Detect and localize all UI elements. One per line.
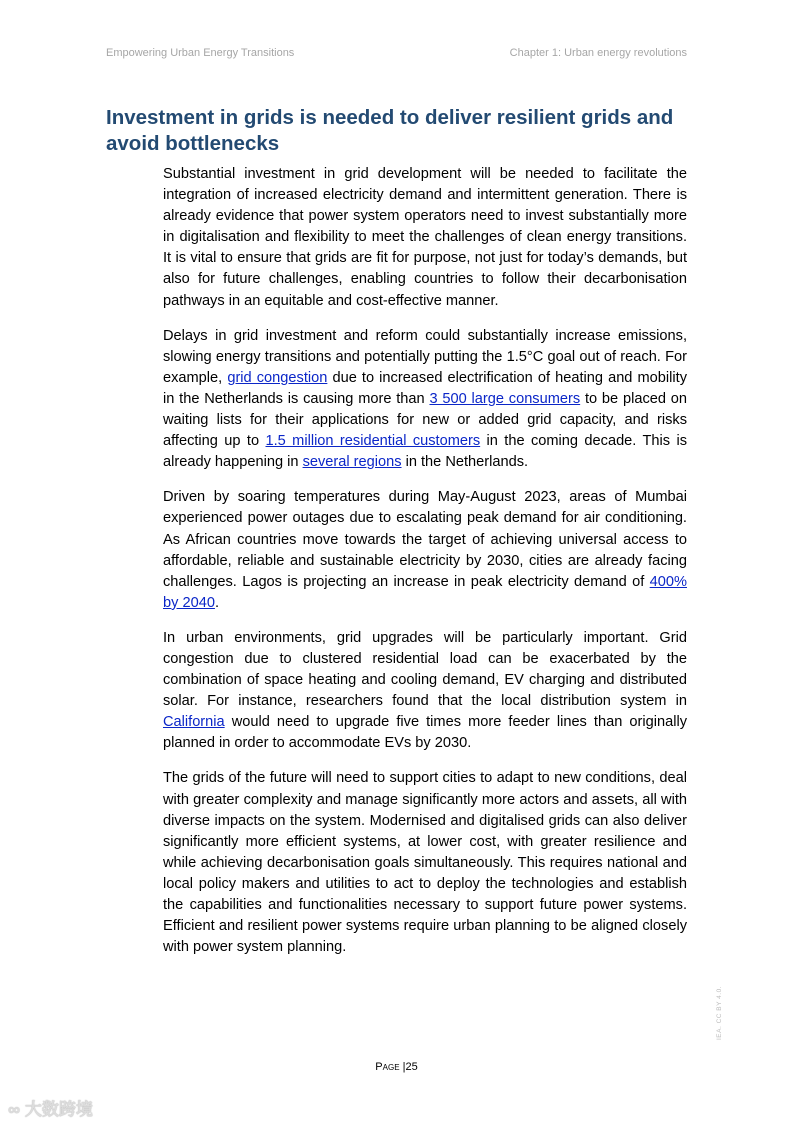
inline-link[interactable]: California xyxy=(163,714,225,731)
paragraph xyxy=(163,768,687,958)
text-run: In urban environments, grid upgrades will be particularly important. Grid congestion due to clustered residential load can be exacerbated by the combination of space heating and cooling demand, EV charging and distributed solar. For instance, researchers found that the local distribution system in xyxy=(163,629,687,710)
inline-link[interactable]: 400% by 2040 xyxy=(163,573,687,611)
text-run: due to increased electrification of heating and mobility in the Netherlands is causing more than xyxy=(163,369,687,407)
text-run: . xyxy=(214,594,219,611)
text-run: in the coming decade. This is already happening in xyxy=(163,433,687,471)
page-separator: | xyxy=(402,1061,406,1073)
text-run: would need to upgrade five times more feeder lines than originally planned in order to accommodate EVs by 2030. xyxy=(163,714,687,752)
watermark-logo: ∞ 大数跨境 xyxy=(8,1100,93,1119)
text-run: in the Netherlands. xyxy=(401,454,529,471)
page-number xyxy=(0,1061,793,1073)
running-header-title: Empowering Urban Energy Transitions xyxy=(106,47,295,59)
paragraph xyxy=(163,326,687,474)
text-run: Driven by soaring temperatures during May-August 2023, areas of Mumbai experienced power outages due to escalating peak demand for air conditioning. As African countries move towards the target of achieving universal access to affordable, reliable and sustainable electricity by 2030, cities are already facing challenges. Lagos is projecting an increase in peak electricity demand of xyxy=(163,489,687,590)
page-number-value: 25 xyxy=(405,1061,418,1073)
text-run: Substantial investment in grid development will be needed to facilitate the integration of increased electricity demand and intermittent generation. There is already evidence that power system operators need to invest substantially more in digitalisation and flexibility to meet the challenges of clean energy transitions. It is vital to ensure that grids are fit for purpose, not just for today’s demands, but also for future challenges, enabling countries to follow their decarbonisation pathways in an equitable and cost-effective manner. xyxy=(163,166,687,309)
inline-link[interactable]: 3 500 large consumers xyxy=(429,390,581,407)
paragraph xyxy=(163,487,687,614)
inline-link[interactable]: several regions xyxy=(302,454,402,471)
inline-link[interactable]: grid congestion xyxy=(227,369,328,386)
running-header-chapter: Chapter 1: Urban energy revolutions xyxy=(509,47,687,59)
text-run: Delays in grid investment and reform could substantially increase emissions, slowing energy transitions and potentially putting the 1.5°C goal out of reach. For example, xyxy=(163,327,687,386)
text-run: The grids of the future will need to support cities to adapt to new conditions, deal with greater complexity and manage significantly more actors and assets, all with diverse impacts on the system. Modernised and digitalised grids can also deliver significantly more efficient systems, at lower cost, with greater resilience and while achieving decarbonisation goals simultaneously. This requires national and local policy makers and utilities to act to deploy the technologies and establish the capabilities and functionalities necessary to support future power systems. Efficient and resilient power systems require urban planning to be aligned closely with power system planning. xyxy=(163,770,687,956)
license-note: IEA. CC BY 4.0. xyxy=(716,986,723,1040)
page-label: Page xyxy=(375,1061,400,1073)
body-text xyxy=(163,164,687,972)
section-heading: Investment in grids is needed to deliver resilient grids and avoid bottlenecks xyxy=(106,106,674,155)
paragraph xyxy=(163,164,687,312)
paragraph xyxy=(163,628,687,755)
text-run: to be placed on waiting lists for their applications for new or added grid capacity, and risks affecting up to xyxy=(163,390,688,450)
inline-link[interactable]: 1.5 million residential customers xyxy=(265,433,481,450)
